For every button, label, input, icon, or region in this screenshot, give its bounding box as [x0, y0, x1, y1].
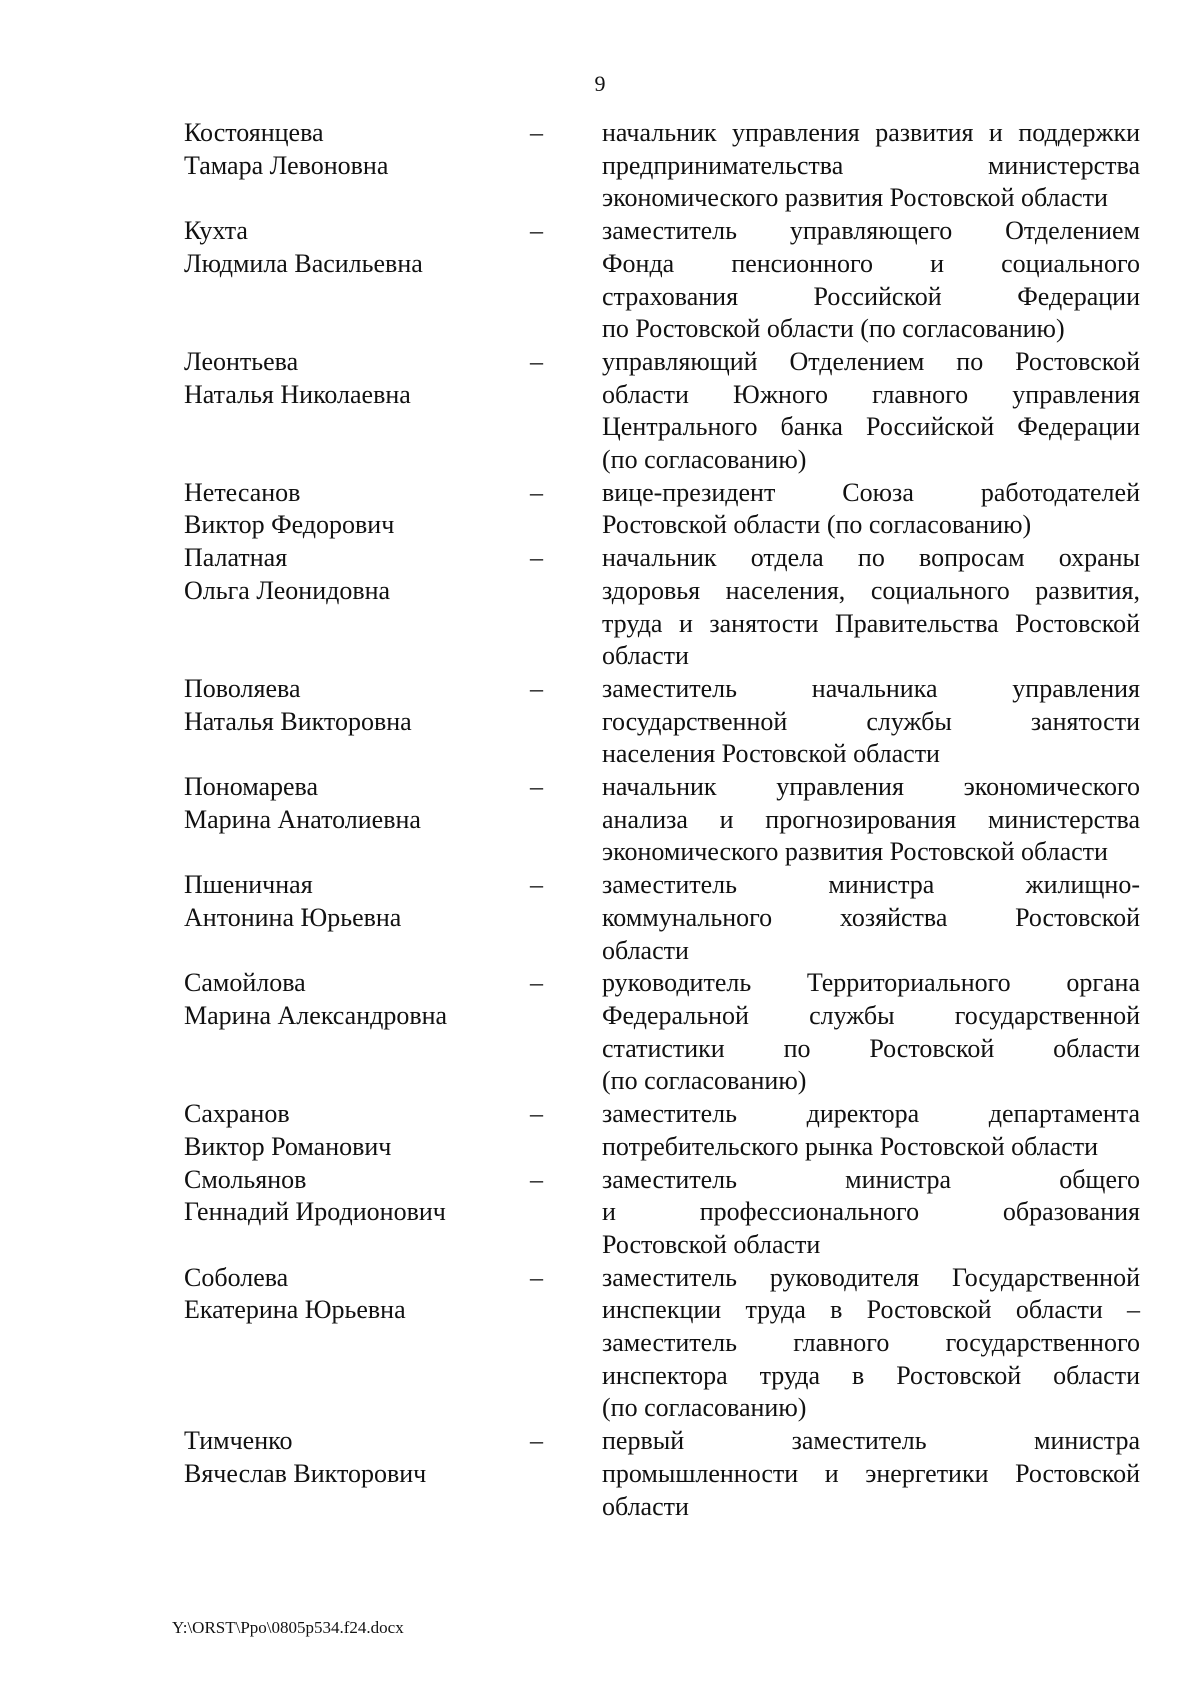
position-line: первый заместитель министра: [602, 1426, 1140, 1456]
given-names: Екатерина Юрьевна: [184, 1295, 406, 1325]
given-names: Тамара Левоновна: [184, 150, 389, 180]
file-path-footer: Y:\ORST\Ppo\0805p534.f24.docx: [172, 1618, 404, 1637]
position-line: коммунального хозяйства Ростовской: [602, 902, 1140, 932]
member-name: [184, 673, 524, 771]
member-name: [184, 215, 524, 346]
dash-separator: –: [530, 477, 543, 507]
position-line: инспектора труда в Ростовской области: [602, 1360, 1140, 1390]
member-entry: [184, 346, 1140, 477]
position-line: по Ростовской области (по согласованию): [602, 314, 1065, 344]
member-name: [184, 1425, 524, 1523]
dash-separator: –: [530, 772, 543, 802]
position-line: промышленности и энергетики Ростовской: [602, 1458, 1140, 1488]
position-line: области: [602, 1491, 689, 1521]
member-name: [184, 1098, 524, 1163]
position-line: начальник отдела по вопросам охраны: [602, 543, 1140, 573]
member-name: [184, 967, 524, 1098]
position-line: вице-президент Союза работодателей: [602, 477, 1140, 507]
member-entry: [184, 1262, 1140, 1426]
surname: Соболева: [184, 1262, 289, 1292]
surname: Пшеничная: [184, 870, 313, 900]
member-position: [602, 869, 1140, 967]
given-names: Людмила Васильевна: [184, 248, 423, 278]
member-name: [184, 542, 524, 673]
given-names: Наталья Викторовна: [184, 706, 412, 736]
given-names: Антонина Юрьевна: [184, 902, 402, 932]
position-line: потребительского рынка Ростовской области: [602, 1131, 1099, 1161]
position-line: Центрального банка Российской Федерации: [602, 412, 1140, 442]
position-line: и профессионального образования: [602, 1197, 1140, 1227]
member-name: [184, 477, 524, 542]
surname: Сахранов: [184, 1099, 290, 1129]
position-line: (по согласованию): [602, 445, 807, 475]
given-names: Виктор Романович: [184, 1131, 392, 1161]
member-position: [602, 117, 1140, 215]
position-line: области: [602, 935, 689, 965]
position-line: экономического развития Ростовской области: [602, 837, 1108, 867]
position-line: труда и занятости Правительства Ростовской: [602, 608, 1140, 638]
surname: Поволяева: [184, 673, 301, 703]
surname: Смольянов: [184, 1164, 307, 1194]
member-position: [602, 477, 1140, 542]
member-entry: [184, 967, 1140, 1098]
position-line: государственной службы занятости: [602, 706, 1140, 736]
position-line: заместитель директора департамента: [602, 1099, 1140, 1129]
page-number: 9: [594, 71, 606, 96]
surname: Костоянцева: [184, 118, 324, 147]
member-name: [184, 869, 524, 967]
position-line: области: [602, 641, 689, 671]
position-line: здоровья населения, социального развития,: [602, 575, 1140, 605]
surname: Пономарева: [184, 772, 319, 802]
member-entry: [184, 477, 1140, 542]
given-names: Вячеслав Викторович: [184, 1458, 427, 1488]
member-entry: [184, 117, 1140, 215]
position-line: предпринимательства министерства: [602, 150, 1140, 180]
dash-separator: –: [530, 968, 543, 998]
member-entry: [184, 673, 1140, 771]
given-names: Виктор Федорович: [184, 510, 395, 540]
position-line: экономического развития Ростовской области: [602, 183, 1108, 213]
member-entry: [184, 771, 1140, 869]
position-line: Ростовской области: [602, 1229, 821, 1259]
position-line: (по согласованию): [602, 1066, 807, 1096]
member-entry: [184, 215, 1140, 346]
position-line: населения Ростовской области: [602, 739, 940, 769]
position-line: заместитель руководителя Государственной: [602, 1262, 1140, 1292]
position-line: страхования Российской Федерации: [602, 281, 1140, 311]
member-position: [602, 215, 1140, 346]
member-position: [602, 542, 1140, 673]
member-entry: [184, 542, 1140, 673]
position-line: начальник управления развития и поддержки: [602, 118, 1140, 147]
member-position: [602, 1164, 1140, 1262]
given-names: Марина Анатолиевна: [184, 804, 421, 834]
position-line: Федеральной службы государственной: [602, 1000, 1140, 1030]
member-name: [184, 346, 524, 477]
surname: Палатная: [184, 543, 288, 573]
surname: Тимченко: [184, 1426, 293, 1456]
dash-separator: –: [530, 543, 543, 573]
member-list: [184, 117, 1140, 1523]
dash-separator: –: [530, 216, 543, 246]
member-entry: [184, 1425, 1140, 1523]
position-line: заместитель управляющего Отделением: [602, 216, 1140, 246]
member-entry: [184, 1164, 1140, 1262]
position-line: управляющий Отделением по Ростовской: [602, 346, 1140, 376]
surname: Нетесанов: [184, 477, 301, 507]
position-line: заместитель начальника управления: [602, 673, 1140, 703]
member-name: [184, 1262, 524, 1426]
position-line: анализа и прогнозирования министерства: [602, 804, 1140, 834]
position-line: инспекции труда в Ростовской области –: [602, 1295, 1140, 1325]
dash-separator: –: [530, 1099, 543, 1129]
surname: Леонтьева: [184, 346, 299, 376]
position-line: заместитель министра общего: [602, 1164, 1140, 1194]
position-line: Фонда пенсионного и социального: [602, 248, 1140, 278]
position-line: заместитель главного государственного: [602, 1328, 1140, 1358]
position-line: статистики по Ростовской области: [602, 1033, 1140, 1063]
position-line: Ростовской области (по согласованию): [602, 510, 1032, 540]
position-line: (по согласованию): [602, 1393, 807, 1423]
member-position: [602, 771, 1140, 869]
position-line: заместитель министра жилищно-: [602, 870, 1140, 900]
dash-separator: –: [530, 1426, 543, 1456]
position-line: области Южного главного управления: [602, 379, 1140, 409]
member-name: [184, 771, 524, 869]
member-position: [602, 1425, 1140, 1523]
dash-separator: –: [530, 346, 543, 376]
given-names: Марина Александровна: [184, 1000, 448, 1030]
member-name: [184, 1164, 524, 1262]
member-position: [602, 1098, 1140, 1163]
dash-separator: –: [530, 1164, 543, 1194]
given-names: Наталья Николаевна: [184, 379, 411, 409]
member-entry: [184, 869, 1140, 967]
dash-separator: –: [530, 673, 543, 703]
member-position: [602, 967, 1140, 1098]
member-position: [602, 346, 1140, 477]
dash-separator: –: [530, 118, 543, 147]
member-name: [184, 117, 524, 215]
surname: Самойлова: [184, 968, 306, 998]
member-position: [602, 1262, 1140, 1426]
dash-separator: –: [530, 870, 543, 900]
surname: Кухта: [184, 216, 248, 246]
given-names: Геннадий Иродионович: [184, 1197, 446, 1227]
dash-separator: –: [530, 1262, 543, 1292]
member-entry: [184, 1098, 1140, 1163]
member-position: [602, 673, 1140, 771]
position-line: руководитель Территориального органа: [602, 968, 1140, 998]
given-names: Ольга Леонидовна: [184, 575, 391, 605]
position-line: начальник управления экономического: [602, 772, 1140, 802]
